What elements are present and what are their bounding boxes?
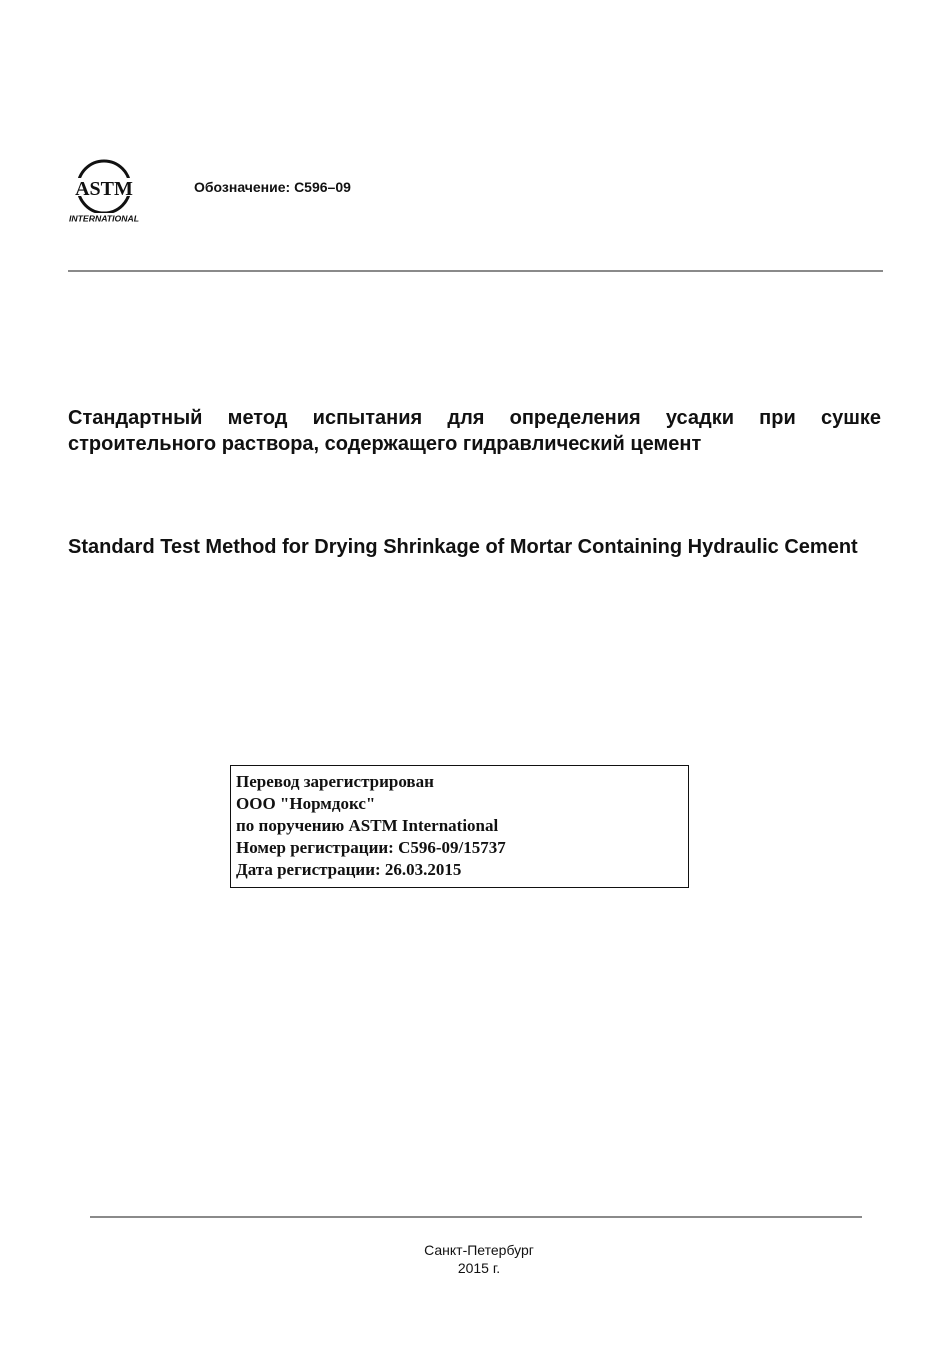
registration-line: Перевод зарегистрирован — [236, 772, 434, 791]
header-divider — [68, 270, 883, 272]
astm-logo — [66, 158, 144, 228]
astm-logo-icon — [66, 158, 144, 228]
registration-line: по поручению ASTM International — [236, 816, 499, 835]
title-russian: Стандартный метод испытания для определения усадки при сушке строительного раствора, содержащего гидравлический цемент — [68, 407, 881, 455]
footer-divider — [90, 1216, 862, 1218]
registration-date: Дата регистрации: 26.03.2015 — [236, 860, 462, 879]
registration-number: Номер регистрации: C596-09/15737 — [236, 838, 506, 857]
title-english: Standard Test Method for Drying Shrinkage of Mortar Containing Hydraulic Cement — [68, 536, 858, 558]
designation-label: Обозначение: C596–09 — [194, 179, 351, 195]
logo-subtext: INTERNATIONAL — [69, 214, 140, 224]
footer-year: 2015 г. — [457, 1260, 501, 1276]
footer — [0, 1241, 950, 1277]
registration-line: ООО "Нормдокс" — [236, 794, 376, 813]
footer-city: Санкт-Петербург — [424, 1242, 534, 1258]
registration-box — [230, 765, 689, 888]
logo-text: ASTM — [75, 178, 133, 200]
